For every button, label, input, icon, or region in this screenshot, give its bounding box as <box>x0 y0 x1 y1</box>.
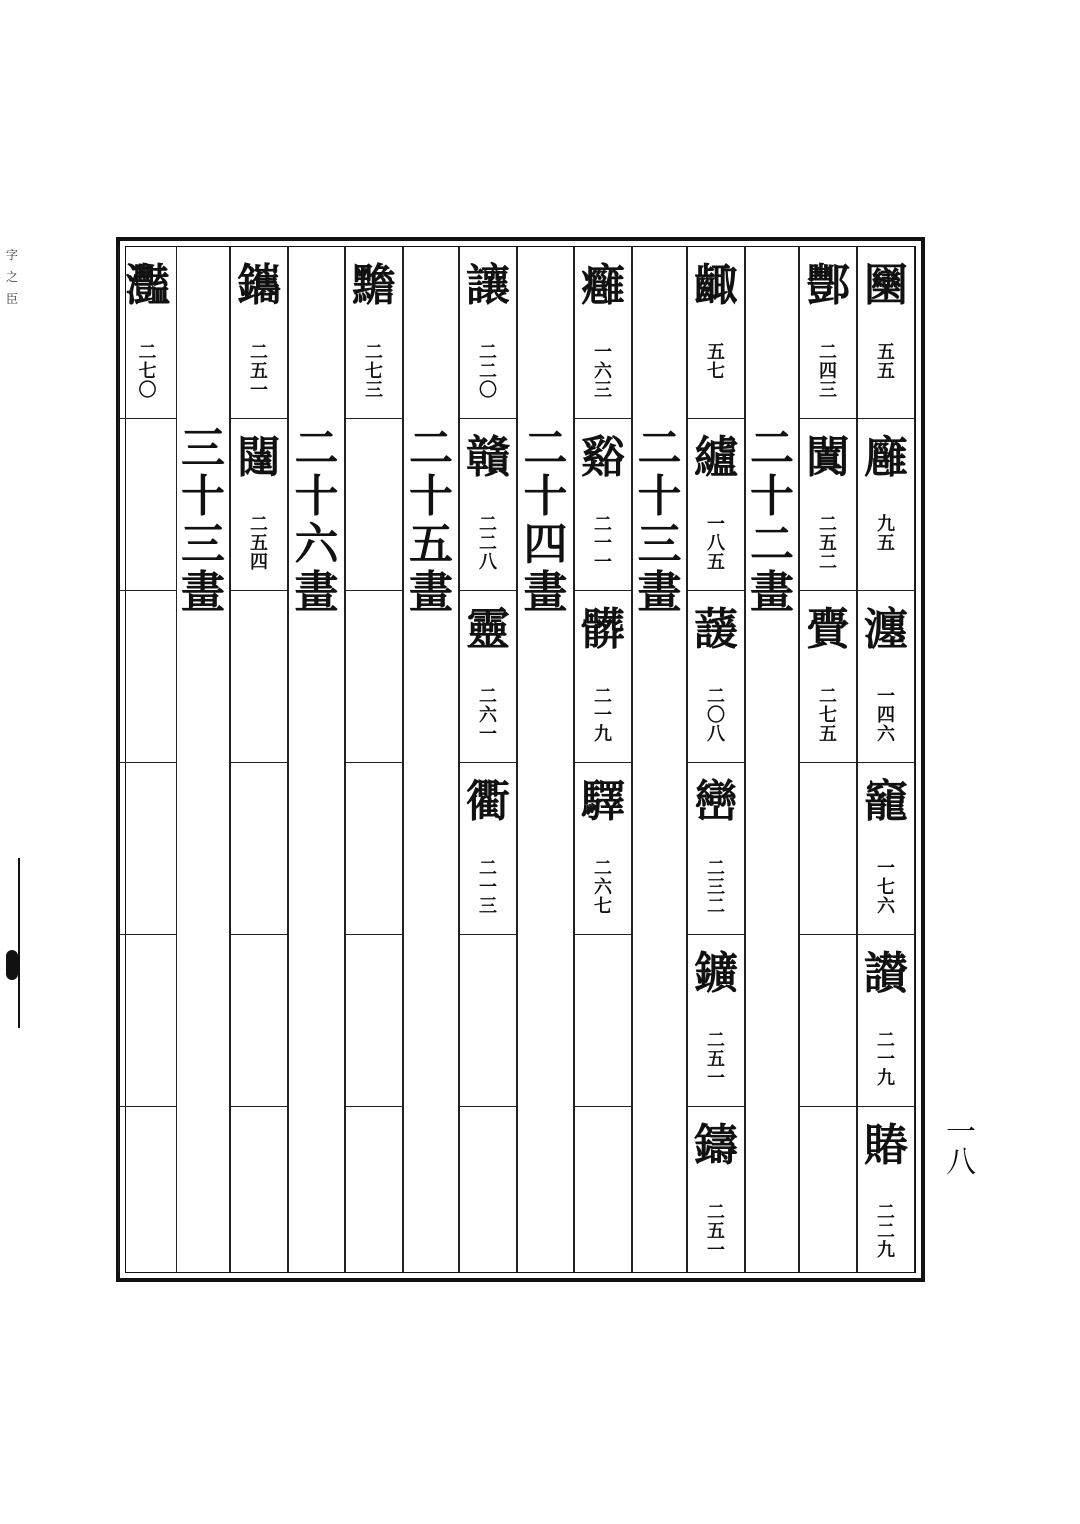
entry-column <box>687 247 745 1272</box>
index-cell <box>346 247 402 419</box>
page-reference-number: 二 〇 八 <box>707 686 725 745</box>
page-reference-number: 二 一 九 <box>877 1030 895 1089</box>
index-character: 賰 <box>864 1120 908 1171</box>
index-cell <box>858 591 914 763</box>
page-reference-number: 二 七 五 <box>819 686 837 745</box>
index-character: 竉 <box>864 776 908 827</box>
stroke-count-header-column <box>517 247 574 1272</box>
index-character: 鑄 <box>694 1120 738 1171</box>
entry-column <box>459 247 517 1272</box>
index-cell <box>460 1107 516 1272</box>
index-cell <box>800 763 856 935</box>
entry-column <box>799 247 857 1272</box>
index-character: 黵 <box>352 260 396 311</box>
page-reference-number: 二 五 二 <box>819 514 837 573</box>
page-reference-number: 二 五 四 <box>250 514 268 573</box>
page-reference-number: 二 五 一 <box>707 1202 725 1261</box>
index-cell <box>460 247 516 419</box>
page-reference-number: 一 六 三 <box>594 342 612 401</box>
stroke-count-header-column <box>288 247 345 1272</box>
stroke-count-header: 二 十 六 畫 <box>294 423 339 618</box>
margin-note: 字 之 臣 <box>6 248 19 306</box>
index-cell <box>231 1107 287 1272</box>
index-cell <box>119 763 176 935</box>
stroke-count-header: 三 十 三 畫 <box>181 423 225 618</box>
index-cell <box>575 763 631 935</box>
index-cell <box>231 247 287 419</box>
stroke-count-header-column <box>745 247 799 1272</box>
stroke-count-header-column <box>403 247 459 1272</box>
index-cell <box>460 419 516 591</box>
index-cell <box>688 1107 744 1272</box>
index-cell <box>346 419 402 591</box>
entry-column <box>345 247 403 1272</box>
entry-column <box>230 247 288 1272</box>
index-cell <box>858 763 914 935</box>
index-cell <box>460 591 516 763</box>
stroke-count-header: 二 十 二 畫 <box>750 423 794 618</box>
page-reference-number: 一 四 六 <box>877 686 895 745</box>
index-cell <box>231 419 287 591</box>
index-cell <box>688 247 744 419</box>
index-frame <box>116 237 925 1282</box>
index-character: 巒 <box>694 776 738 827</box>
index-cell <box>858 419 914 591</box>
page-reference-number: 一 七 六 <box>877 858 895 917</box>
index-character: 贛 <box>466 432 510 483</box>
index-character: 蘐 <box>694 604 738 655</box>
index-character: 闐 <box>806 432 850 483</box>
page-reference-number: 二 一 三 <box>479 858 497 917</box>
page-reference-number: 二 一 一 <box>594 514 612 573</box>
page-reference-number: 五 七 <box>707 342 725 382</box>
index-cell <box>575 591 631 763</box>
index-cell <box>800 1107 856 1272</box>
index-cell <box>858 1107 914 1272</box>
index-character: 讓 <box>466 260 510 311</box>
index-character: 衢 <box>466 776 510 827</box>
page-reference-number: 二 七 三 <box>365 342 383 401</box>
index-table <box>125 246 916 1273</box>
page-reference-number: 二 一 九 <box>594 686 612 745</box>
index-cell <box>460 935 516 1107</box>
index-cell <box>858 247 914 419</box>
page-reference-number: 二 二 九 <box>877 1202 895 1261</box>
index-character: 圞 <box>864 260 908 311</box>
page-reference-number: 二 七 〇 <box>138 342 157 401</box>
index-character: 靈 <box>466 604 510 655</box>
index-cell <box>688 763 744 935</box>
index-cell <box>119 591 176 763</box>
index-cell <box>231 763 287 935</box>
index-cell <box>231 591 287 763</box>
page-reference-number: 一 八 五 <box>707 514 725 573</box>
index-cell <box>231 935 287 1107</box>
stroke-count-header: 二 十 三 畫 <box>637 423 682 618</box>
page-reference-number: 二 五 一 <box>707 1030 725 1089</box>
index-character: 廱 <box>864 432 908 483</box>
index-character: 癰 <box>581 260 625 311</box>
index-character: 酆 <box>806 260 850 311</box>
page-reference-number: 九 五 <box>877 514 895 554</box>
page-reference-number: 二 五 一 <box>250 342 268 401</box>
stroke-count-header-column <box>176 247 230 1272</box>
page-reference-number: 二 二 〇 <box>479 342 497 401</box>
index-cell <box>575 935 631 1107</box>
index-cell <box>346 1107 402 1272</box>
stroke-count-header: 二 十 五 畫 <box>409 423 453 618</box>
index-cell <box>346 935 402 1107</box>
index-character: 驛 <box>581 776 625 827</box>
index-cell <box>119 1107 176 1272</box>
page-folio: 一 八 <box>946 1115 976 1180</box>
index-cell <box>575 419 631 591</box>
index-character: 鑛 <box>694 948 738 999</box>
index-cell <box>119 419 176 591</box>
index-cell <box>460 763 516 935</box>
entry-column <box>118 247 176 1272</box>
index-cell <box>800 419 856 591</box>
index-character: 纑 <box>694 432 738 483</box>
index-cell <box>575 1107 631 1272</box>
index-cell <box>346 591 402 763</box>
index-cell <box>346 763 402 935</box>
index-character: 賷 <box>806 604 850 655</box>
index-character: 瀍 <box>864 604 908 655</box>
index-cell <box>858 935 914 1107</box>
index-character: 鑴 <box>237 260 281 311</box>
index-character: 齱 <box>694 260 738 311</box>
margin-rule <box>18 858 20 1028</box>
index-character: 讃 <box>864 948 908 999</box>
stroke-count-header-column <box>632 247 687 1272</box>
page-reference-number: 二 六 一 <box>479 686 497 745</box>
entry-column <box>574 247 632 1272</box>
index-cell <box>688 935 744 1107</box>
index-character: 谿 <box>581 432 625 483</box>
index-cell <box>800 591 856 763</box>
index-cell <box>575 247 631 419</box>
page-reference-number: 二 四 三 <box>819 342 837 401</box>
page-reference-number: 五 五 <box>877 342 895 382</box>
page-reference-number: 二 六 七 <box>594 858 612 917</box>
index-cell <box>688 419 744 591</box>
margin-blot <box>6 950 18 980</box>
entry-column <box>857 247 915 1272</box>
page-reference-number: 二 二 八 <box>479 514 497 573</box>
index-character: 灩 <box>125 260 170 311</box>
index-cell <box>800 935 856 1107</box>
index-cell <box>119 935 176 1107</box>
index-cell <box>688 591 744 763</box>
index-cell <box>800 247 856 419</box>
index-cell <box>119 247 176 419</box>
stroke-count-header: 二 十 四 畫 <box>523 423 568 618</box>
index-character: 髒 <box>581 604 625 655</box>
page-reference-number: 二 三 二 <box>707 858 725 917</box>
index-character: 闥 <box>237 432 281 483</box>
